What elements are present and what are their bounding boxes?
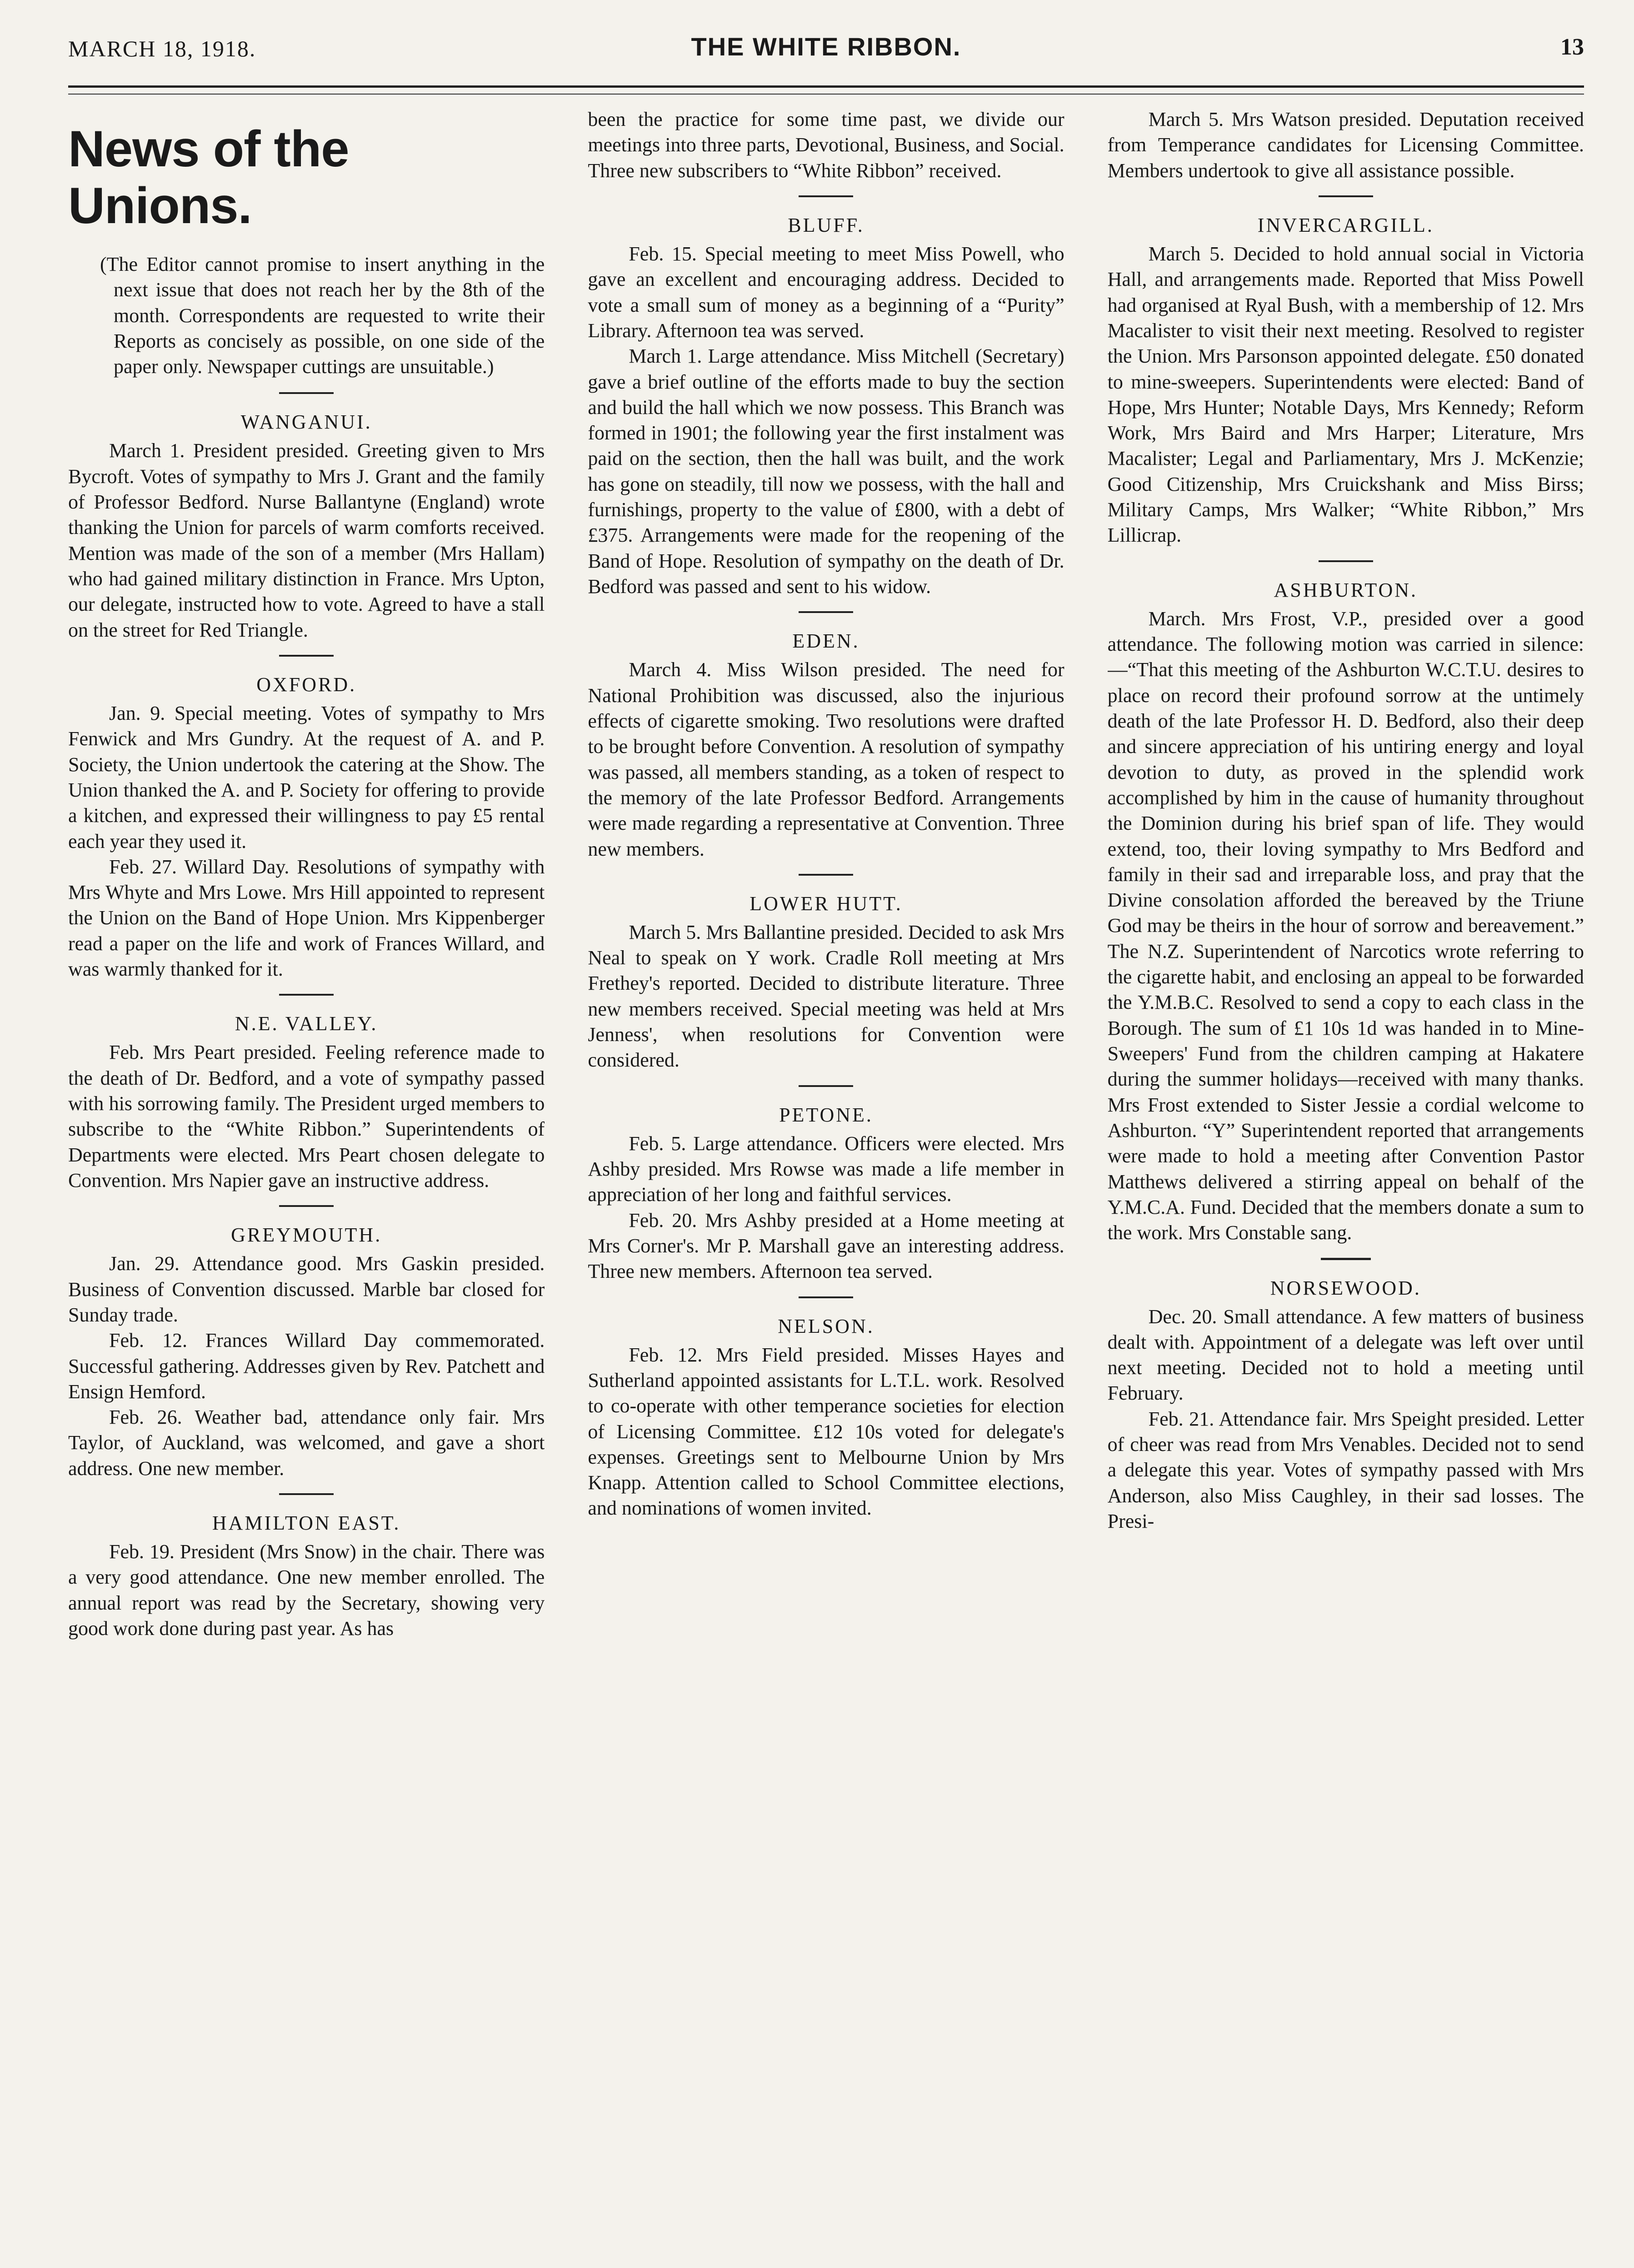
section-divider bbox=[279, 1493, 334, 1495]
page-header bbox=[68, 32, 1584, 68]
union-heading: HAMILTON EAST. bbox=[212, 1512, 401, 1535]
report-paragraph: Jan. 29. Attendance good. Mrs Gaskin presided. Business of Convention discussed. Marble bar closed for Sunday trade. bbox=[68, 1252, 545, 1326]
report-paragraph: Feb. Mrs Peart presided. Feeling reference made to the death of Dr. Bedford, and a vote of sympathy passed with his sorrowing family. The President urged members to subscribe to the “White Ribbon.” Superintendents of Departments were elected. Mrs Peart chosen delegate to Convention. Mrs Napier gave an instructive address. bbox=[68, 1041, 545, 1191]
section-divider bbox=[279, 392, 334, 394]
union-heading: GREYMOUTH. bbox=[231, 1224, 382, 1246]
report-paragraph: Feb. 20. Mrs Ashby presided at a Home meeting at Mrs Corner's. Mr P. Marshall gave an interesting address. Three new members. Afternoon tea served. bbox=[588, 1209, 1064, 1283]
section-divider bbox=[1319, 560, 1373, 562]
report-paragraph: March 1. President presided. Greeting given to Mrs Bycroft. Votes of sympathy to Mrs J. Grant and the family of Professor Bedford. Nurse Ballantyne (England) wrote thanking the Union for parcels of warm comforts received. Mention was made of the son of a member (Mrs Hallam) who had gained military distinction in France. Mrs Upton, our delegate, instructed how to vote. Agreed to have a stall on the street for Red Triangle. bbox=[68, 439, 545, 641]
editor-note: (The Editor cannot promise to insert anything in the next issue that does not reach her by the 8th of the month. Correspondents are requested to write their Reports as concisely as possible, on one side of the paper only. Newspaper cuttings are unsuitable.) bbox=[100, 253, 545, 378]
header-rule-thick bbox=[68, 85, 1584, 88]
union-heading: EDEN. bbox=[792, 630, 860, 653]
publication-title: THE WHITE RIBBON. bbox=[691, 32, 961, 61]
report-paragraph: March 1. Large attendance. Miss Mitchell (Secretary) gave a brief outline of the efforts made to buy the section and build the hall which we now possess. This Branch was formed in 1901; the following year the first instalment was paid on the section, then the hall was built, and the work has gone on steadily, till now we possess, with the hall and furnishings, property to the value of £800, with a debt of £375. Arrangements were made for the reopening of the Band of Hope. Resolution of sympathy on the death of Dr. Bedford was passed and sent to his widow. bbox=[588, 345, 1064, 598]
section-divider bbox=[799, 874, 853, 876]
article-columns bbox=[68, 107, 1584, 2213]
report-paragraph: March. Mrs Frost, V.P., presided over a good attendance. The following motion was carried in silence:—“That this meeting of the Ashburton W.C.T.U. desires to place on record their profound sorrow at the untimely death of the late Professor H. D. Bedford, also their deep and sincere appreciation of his untiring energy and loyal devotion to duty, as proved in the splendid work accomplished by him in the cause of humanity throughout the Dominion during his brief span of life. They would extend, too, their loving sympathy to Mrs Bedford and family in their sad and irreparable loss, and pray that the Divine consolation afforded the bereaved by the Triune God may be theirs in the hour of sorrow and bereavement.” The N.Z. Superintendent of Narcotics wrote referring to the cigarette habit, and enclosing an appeal to be forwarded the Y.M.B.C. Resolved to send a copy to each class in the Borough. The sum of £1 10s 1d was handed in to Mine-Sweepers' Fund from the children camping at Hakatere during the summer holidays—received with many thanks. Mrs Frost extended to Sister Jessie a cordial welcome to Ashburton. “Y” Superintendent reported that arrangements were made to hold a meeting after Convention Pastor Matthews delivered a stirring appeal on behalf of the Y.M.C.A. Fund. Decided that the members donate a sum to the work. Mrs Constable sang. bbox=[1107, 607, 1584, 1244]
header-date: MARCH 18, 1918. bbox=[68, 36, 256, 61]
section-divider bbox=[279, 655, 334, 657]
report-paragraph: Feb. 21. Attendance fair. Mrs Speight presided. Letter of cheer was read from Mrs Venables. Decided not to send a delegate this year. Votes of sympathy passed with Mrs Anderson, also Miss Caughley, in their sad losses. The Presi- bbox=[1107, 1407, 1584, 1532]
report-paragraph: Feb. 19. President (Mrs Snow) in the chair. There was a very good attendance. One new member enrolled. The annual report was read by the Secretary, showing very good work done during past year. As has bbox=[68, 1540, 545, 1640]
union-heading: PETONE. bbox=[779, 1103, 873, 1126]
union-heading: N.E. VALLEY. bbox=[235, 1012, 378, 1035]
section-divider bbox=[799, 195, 853, 197]
column-1 bbox=[68, 107, 545, 2213]
section-divider bbox=[799, 1085, 853, 1087]
report-paragraph: March 4. Miss Wilson presided. The need for National Prohibition was discussed, also the injurious effects of cigarette smoking. Two resolutions were drafted to be brought before Convention. A resolution of sympathy was passed, all members standing, as a token of respect to the memory of the late Professor Bedford. Arrangements were made regarding a representative at Convention. Three new members. bbox=[588, 658, 1064, 860]
report-paragraph: Feb. 5. Large attendance. Officers were elected. Mrs Ashby presided. Mrs Rowse was made a life member in appreciation of her long and faithful services. bbox=[588, 1132, 1064, 1206]
union-heading: OXFORD. bbox=[256, 673, 357, 696]
section-divider bbox=[799, 611, 853, 613]
section-divider bbox=[279, 994, 334, 996]
section-divider bbox=[279, 1205, 334, 1207]
section-divider bbox=[1321, 1258, 1371, 1260]
report-paragraph: Feb. 27. Willard Day. Resolutions of sympathy with Mrs Whyte and Mrs Lowe. Mrs Hill appointed to represent the Union on the Band of Hope Union. Mrs Kippenberger read a paper on the life and work of Frances Willard, and was warmly thanked for it. bbox=[68, 855, 545, 981]
report-paragraph: Feb. 15. Special meeting to meet Miss Powell, who gave an excellent and encouraging address. Decided to vote a small sum of money as a beginning of a “Purity” Library. Afternoon tea was served. bbox=[588, 242, 1064, 342]
main-title: News of the Unions. bbox=[68, 120, 349, 234]
report-paragraph: Dec. 20. Small attendance. A few matters of business dealt with. Appointment of a delegate was left over until next meeting. Decided not to hold a meeting until February. bbox=[1107, 1305, 1584, 1405]
report-paragraph: March 5. Mrs Ballantine presided. Decided to ask Mrs Neal to speak on Y work. Cradle Roll meeting at Mrs Frethey's reported. Decided to distribute literature. Three new members received. Special meeting was held at Mrs Jenness', when resolutions for Convention were considered. bbox=[588, 921, 1064, 1072]
report-paragraph: March 5. Decided to hold annual social in Victoria Hall, and arrangements made. Reported that Miss Powell had organised at Ryal Bush, with a membership of 12. Mrs Macalister to visit their next meeting. Resolved to register the Union. Mrs Parsonson appointed delegate. £50 donated to mine-sweepers. Superintendents were elected: Band of Hope, Mrs Hunter; Notable Days, Mrs Kennedy; Reform Work, Mrs Baird and Mrs Harper; Literature, Mrs Macalister; Legal and Parliamentary, Mrs J. McKenzie; Good Citizenship, Mrs Cruickshank and Miss Birss; Military Camps, Mrs Walker; “White Ribbon,” Mrs Lillicrap. bbox=[1107, 242, 1584, 547]
section-divider bbox=[1319, 195, 1373, 197]
column-3 bbox=[1108, 107, 1584, 2213]
union-heading: NORSEWOOD. bbox=[1270, 1276, 1421, 1299]
report-paragraph: been the practice for some time past, we divide our meetings into three parts, Devotional, Business, and Social. Three new subscribers to “White Ribbon” received. bbox=[588, 108, 1064, 182]
column-2 bbox=[588, 107, 1064, 2213]
report-paragraph: Feb. 12. Frances Willard Day commemorated. Successful gathering. Addresses given by Rev. Patchett and Ensign Hemford. bbox=[68, 1329, 545, 1403]
report-paragraph: March 5. Mrs Watson presided. Deputation received from Temperance candidates for Licensing Committee. Members undertook to give all assistance possible. bbox=[1107, 108, 1584, 182]
section-divider bbox=[799, 1296, 853, 1298]
union-heading: BLUFF. bbox=[788, 214, 864, 236]
report-paragraph: Jan. 9. Special meeting. Votes of sympathy to Mrs Fenwick and Mrs Gundry. At the request of A. and P. Society, the Union undertook the catering at the Show. The Union thanked the A. and P. Society for offering to provide a kitchen, and expressed their willingness to pay £5 rental each year they used it. bbox=[68, 702, 545, 852]
report-paragraph: Feb. 12. Mrs Field presided. Misses Hayes and Sutherland appointed assistants for L.T.L. work. Resolved to co-operate with other temperance societies for election of Licensing Committee. £12 10s voted for delegate's expenses. Greetings sent to Melbourne Union by Mrs Knapp. Attention called to School Committee elections, and nominations of women invited. bbox=[588, 1343, 1064, 1520]
report-paragraph: Feb. 26. Weather bad, attendance only fair. Mrs Taylor, of Auckland, was welcomed, and gave a short address. One new member. bbox=[68, 1406, 545, 1480]
union-heading: LOWER HUTT. bbox=[750, 892, 903, 915]
header-rule-thin bbox=[68, 94, 1584, 95]
union-heading: ASHBURTON. bbox=[1274, 578, 1418, 601]
union-heading: NELSON. bbox=[778, 1315, 874, 1337]
page-number: 13 bbox=[1560, 34, 1584, 60]
union-heading: INVERCARGILL. bbox=[1257, 214, 1434, 236]
union-heading: WANGANUI. bbox=[240, 411, 372, 434]
